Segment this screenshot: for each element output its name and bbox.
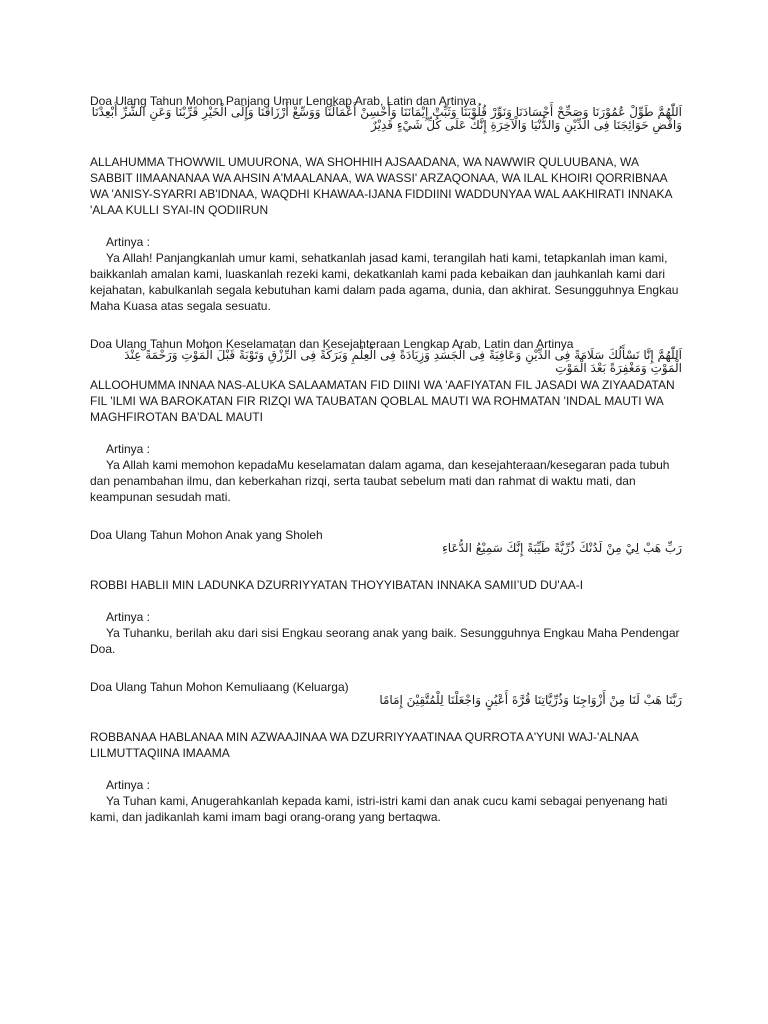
section-heading: Doa Ulang Tahun Mohon Panjang Umur Lengkap Arab, Latin dan Artinya [90,94,477,108]
section-heading: Doa Ulang Tahun Mohon Anak yang Sholeh [90,528,323,542]
artinya-label: Artinya : [106,235,151,249]
section-anak-sholeh [90,528,682,657]
artinya-text: Ya Tuhanku, berilah aku dari sisi Engkau seorang anak yang baik. Sesungguhnya Engkau Maha Pendengar Doa. [90,626,680,656]
artinya-label: Artinya : [106,442,151,456]
latin-transliteration: ROBBANAA HABLANAA MIN AZWAAJINAA WA DZURRIYYAATINAA QURROTA A'YUNI WAJ-'ALNAA LILMUTTAQIINA IMAAMA [90,730,639,760]
artinya-text: Ya Tuhan kami, Anugerahkanlah kepada kami, istri-istri kami dan anak cucu kami sebagai penyenang hati kami, dan jadikanlah kami imam bagi orang-orang yang bertaqwa. [90,794,668,824]
arabic-text: اَللّٰهُمَّ طَوِّلْ عُمُوْرَنَا وَصَحِّحْ أَجْسَادَنَا وَنَوِّرْ قُلُوْبَنَا وَثَبِّتْ إِيْمَانَنَا وَأَحْسِنْ أَعْمَالَنَا وَوَسِّعْ أَرْزَاقَنَا وَإِلَى الْخَيْرِ قَرِّبْنَا وَعَنِ الشَّرِّ أَبْعِدْنَا وَاقْضِ حَوَائِجَنَا فِى الدِّيْنِ وَالدُّنْيَا وَالْآخِرَةِ إِنَّكَ عَلَى كُلِّ شَيْءٍ قَدِيْرٌ [91,105,682,132]
document-body [90,94,682,825]
arabic-text: اَللّٰهُمَّ إِنَّا نَسْأَلُكَ سَلَامَةً فِى الدِّيْنِ وَعَافِيَةً فِى الْجَسَدِ وَزِيَادَةً فِى الْعِلْمِ وَبَرَكَةً فِى الرِّزْقِ وَتَوْبَةً قَبْلَ الْمَوْتِ وَرَحْمَةً عِنْدَ الْمَوْتِ وَمَغْفِرَةً بَعْدَ الْمَوْتِ [124,348,682,375]
artinya-label: Artinya : [106,610,151,624]
artinya-label: Artinya : [106,778,151,792]
section-heading: Doa Ulang Tahun Mohon Kemuliaang (Keluarga) [90,680,349,694]
latin-transliteration: ALLAHUMMA THOWWIL UMUURONA, WA SHOHHIH AJSAADANA, WA NAWWIR QULUUBANA, WA SABBIT IIMAANANAA WA AHSIN A'MAALANAA, WA WASSI' ARZAQONAA, WA ILAL KHOIRI QORRIBNAA WA 'ANISY-SYARRI AB'IDNAA, WAQDHI KHAWAA-IJANA FIDDIINI WADDUNYAA WAL AAKHIRATI INNAKA 'ALAA KULLI SYAI-IN QODIIRUN [90,155,672,217]
latin-transliteration: ALLOOHUMMA INNAA NAS-ALUKA SALAAMATAN FID DIINI WA 'AAFIYATAN FIL JASADI WA ZIYAADATAN FIL 'ILMI WA BAROKATAN FIR RIZQI WA TAUBATAN QOBLAL MAUTI WA ROHMATAN 'INDAL MAUTI WA MAGHFIROTAN BA'DAL MAUTI [90,378,675,424]
section-keselamatan [90,337,682,505]
arabic-text: رَبِّ هَبْ لِيْ مِنْ لَدُنْكَ ذُرِّيَّةً طَيِّبَةً إِنَّكَ سَمِيْعُ الدُّعَاءِ [442,541,682,555]
section-heading: Doa Ulang Tahun Mohon Keselamatan dan Kesejahteraan Lengkap Arab, Latin dan Artinya [90,337,574,351]
section-panjang-umur [90,94,682,314]
artinya-text: Ya Allah! Panjangkanlah umur kami, sehatkanlah jasad kami, terangilah hati kami, tetapkanlah iman kami, baikkanlah amalan kami, luaskanlah rezeki kami, dekatkanlah kami pada kebaikan dan jauhkanlah kami dari kejahatan, kabulkanlah segala kebutuhan kami dalam pada agama, dunia, dan akhirat. Sesungguhnya Engkau Maha Kuasa atas segala sesuatu. [90,251,679,313]
section-kemuliaan-keluarga [90,680,682,825]
arabic-text: رَبَّنَا هَبْ لَنَا مِنْ أَزْوَاجِنَا وَذُرِّيَّاتِنَا قُرَّةَ أَعْيُنٍ وَاجْعَلْنَا لِلْمُتَّقِيْنَ إِمَامًا [379,693,682,707]
latin-transliteration: ROBBI HABLII MIN LADUNKA DZURRIYYATAN THOYYIBATAN INNAKA SAMIIʼUD DU'AA-I [90,578,584,592]
artinya-text: Ya Allah kami memohon kepadaMu keselamatan dalam agama, dan kesejahteraan/kesegaran pada tubuh dan penambahan ilmu, dan keberkahan rizqi, serta taubat sebelum mati dan rahmat di waktu mati, dan keampunan sesudah mati. [90,458,670,504]
